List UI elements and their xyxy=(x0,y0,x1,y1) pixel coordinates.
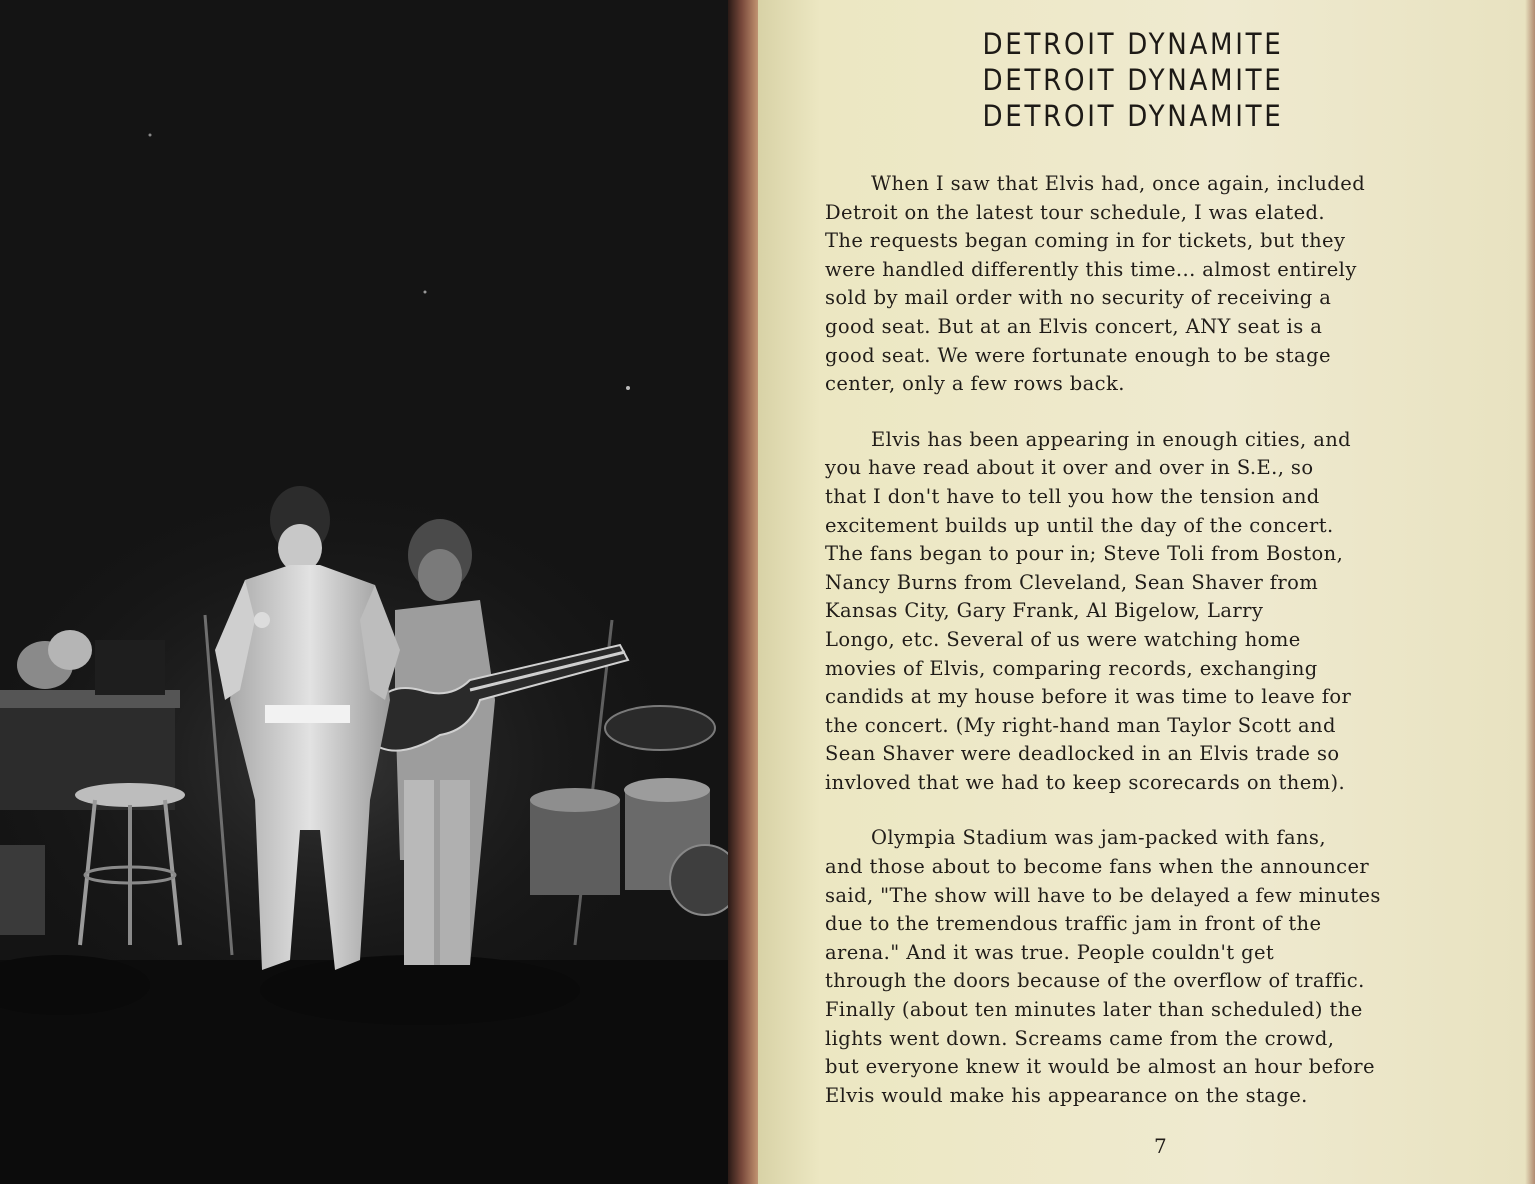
text-line: The requests began coming in for tickets, but they xyxy=(825,229,1346,253)
text-line: The fans began to pour in; Steve Toli from Boston, xyxy=(825,542,1344,566)
text-line: lights went down. Screams came from the crowd, xyxy=(825,1026,1335,1050)
text-line: good seat. We were fortunate enough to be stage xyxy=(825,343,1331,367)
title-line-2: DETROIT DYNAMITE xyxy=(982,63,1284,97)
text-line: good seat. But at an Elvis concert, ANY seat is a xyxy=(825,314,1323,338)
text-line: When I saw that Elvis had, once again, included xyxy=(871,172,1366,195)
text-line: that I don't have to tell you how the tension and xyxy=(825,484,1320,508)
page-edge xyxy=(1525,0,1535,1184)
text-line: due to the tremendous traffic jam in front of the xyxy=(825,912,1322,936)
text-line: said, "The show will have to be delayed a few minutes xyxy=(825,883,1381,907)
text-line: Nancy Burns from Cleveland, Sean Shaver from xyxy=(825,570,1319,594)
text-line: center, only a few rows back. xyxy=(825,372,1125,396)
paragraph-3 xyxy=(825,824,1525,1110)
paragraph-1 xyxy=(825,170,1525,399)
stage-photo-illustration xyxy=(0,0,738,1184)
text-line: the concert. (My right-hand man Taylor Scott and xyxy=(825,713,1336,737)
concert-photograph xyxy=(0,0,738,1184)
text-line: and those about to become fans when the announcer xyxy=(825,855,1370,879)
text-line: Elvis would make his appearance on the stage. xyxy=(825,1083,1308,1107)
text-line: you have read about it over and over in S.E., so xyxy=(825,456,1314,480)
article-title xyxy=(908,26,1358,134)
title-line-3: DETROIT DYNAMITE xyxy=(982,99,1284,133)
text-line: Olympia Stadium was jam-packed with fans, xyxy=(871,826,1326,850)
paragraph-2 xyxy=(825,426,1525,798)
text-line: but everyone knew it would be almost an hour before xyxy=(825,1055,1375,1079)
text-line: excitement builds up until the day of the concert. xyxy=(825,513,1334,537)
text-line: Longo, etc. Several of us were watching home xyxy=(825,627,1301,651)
text-line: Finally (about ten minutes later than scheduled) the xyxy=(825,998,1363,1022)
text-line: Detroit on the latest tour schedule, I was elated. xyxy=(825,200,1326,224)
text-line: were handled differently this time... almost entirely xyxy=(825,257,1357,281)
text-line: through the doors because of the overflow of traffic. xyxy=(825,969,1365,993)
article-body xyxy=(825,170,1525,1137)
text-line: Sean Shaver were deadlocked in an Elvis trade so xyxy=(825,742,1340,766)
text-line: Kansas City, Gary Frank, Al Bigelow, Larry xyxy=(825,599,1264,623)
text-line: invloved that we had to keep scorecards on them). xyxy=(825,770,1346,794)
text-line: movies of Elvis, comparing records, exchanging xyxy=(825,656,1318,680)
page-number: 7 xyxy=(1154,1134,1167,1158)
text-line: Elvis has been appearing in enough cities, and xyxy=(871,427,1352,451)
text-line: sold by mail order with no security of receiving a xyxy=(825,286,1332,310)
text-line: arena." And it was true. People couldn't get xyxy=(825,940,1275,964)
title-line-1: DETROIT DYNAMITE xyxy=(982,27,1284,61)
text-page xyxy=(758,0,1535,1184)
text-line: candids at my house before it was time to leave for xyxy=(825,685,1352,709)
